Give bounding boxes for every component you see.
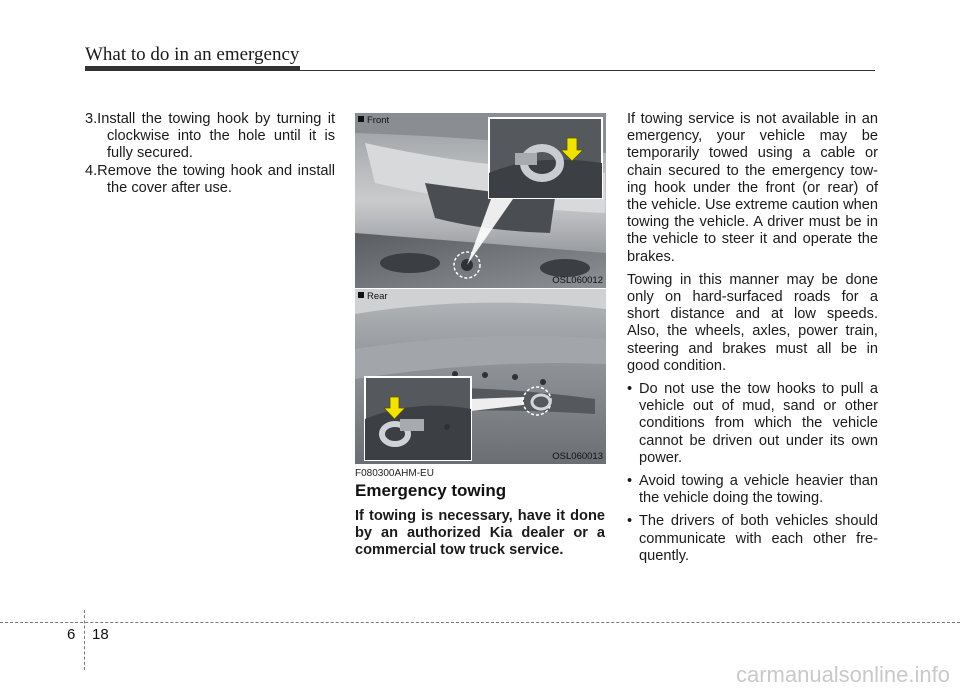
chapter-number: 6 (67, 626, 76, 643)
step-4: 4.Remove the towing hook and install the cover after use. (85, 162, 335, 196)
footer-rule (0, 622, 960, 623)
section-lead: If towing is necessary, have it done by an authorized Kia dealer or a commercial tow truck service. (355, 508, 605, 559)
header-rule-thin (300, 70, 875, 71)
watermark: carmanualsonline.info (735, 662, 950, 687)
front-label-text: Front (367, 115, 390, 126)
rear-figure-code: OSL060013 (552, 451, 603, 462)
list-item: • The drivers of both vehicles should communicate with each other fre-quently. (627, 513, 878, 565)
rear-tow-hook-figure (355, 289, 606, 464)
section-title: Emergency towing (355, 481, 507, 500)
paragraph: Towing in this manner may be done only on hard-surfaced roads for a short distance and at low speeds. Also, the wheels, axles, power train, steering and brakes must all be in good condition. (627, 271, 878, 374)
left-column (85, 111, 335, 197)
step-3: 3.Install the towing hook by turning it clockwise into the hole until it is fully secured. (85, 111, 335, 162)
paragraph: If towing service is not available in an emergency, your vehicle may be temporarily towed using a cable or chain secured to the emergency tow-ing hook under the front (or rear) of the vehicle. Use extreme caution when towing the vehicle. A driver must be in the vehicle to steer it and operate the brakes. (627, 111, 878, 265)
square-bullet-icon (358, 116, 364, 122)
rear-label (358, 291, 388, 302)
header-title: What to do in an emergency (85, 44, 300, 65)
section-id: F080300AHM-EU (355, 468, 434, 479)
header-rule (85, 66, 300, 71)
square-bullet-icon (358, 292, 364, 298)
rear-bumper-illustration (355, 289, 606, 464)
rear-label-text: Rear (367, 291, 388, 302)
front-bumper-illustration (355, 113, 606, 288)
front-figure-code: OSL060012 (552, 275, 603, 286)
list-item: • Avoid towing a vehicle heavier than the vehicle doing the towing. (627, 473, 878, 507)
right-column (627, 111, 878, 571)
front-label (358, 115, 389, 126)
caution-list (627, 381, 878, 565)
footer-divider (84, 610, 85, 670)
list-item: • Do not use the tow hooks to pull a vehicle out of mud, sand or other conditions from which the vehicle cannot be driven out under its own power. (627, 381, 878, 467)
front-tow-hook-figure (355, 113, 606, 288)
page-number: 18 (92, 626, 109, 643)
